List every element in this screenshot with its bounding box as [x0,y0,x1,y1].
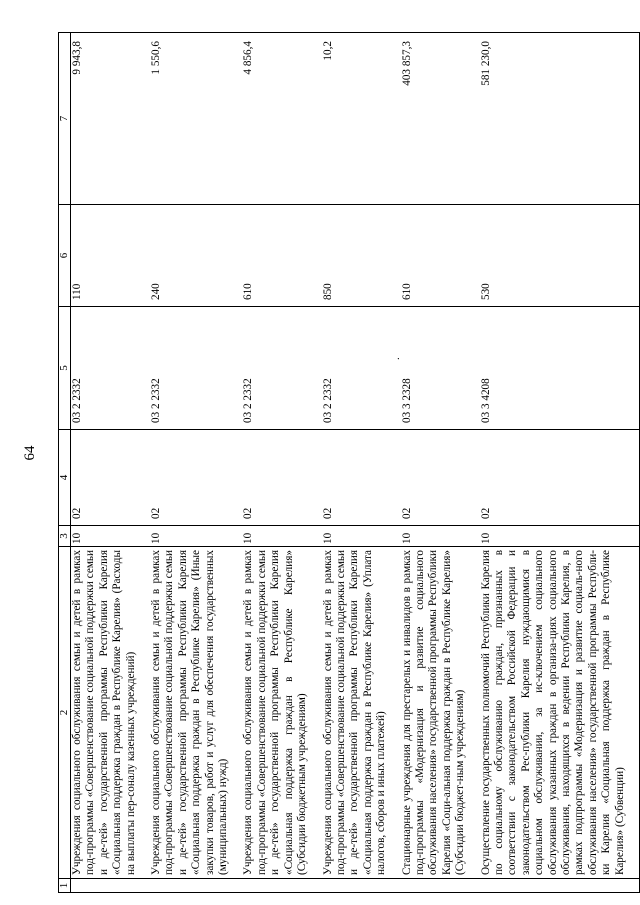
row-description: Учреждения социального обслуживания семьи и детей в рамках под-программы «Совершенствование социальной поддержки семьи и де-тей» государственной программы Республики Карелия «Социальная поддержка граждан в Республике Карелия» (Субсидии бюджетным учреждениям) [242,547,321,879]
budget-table [58,32,640,893]
subsection-code: 02 [480,430,640,526]
target-article-code: 03 2 2332 [322,307,401,430]
amount-value: 581 230,0 [480,33,640,205]
target-article-code: 03 2 2332 [71,307,151,430]
row-index-cell [401,879,480,893]
row-index-cell [150,879,242,893]
amount-value: 9 943,8 [71,33,151,205]
amount-value: 403 857,3 [401,33,480,205]
table-row [401,33,480,893]
row-description: Учреждения социального обслуживания семьи и детей в рамках под-программы «Совершенствование социальной поддержки семьи и де-тей» государственной программы Республики Карелия «Социальная поддержка граждан в Республике Карелия» (Иные закупки товаров, работ и услуг для обеспечения государственных (муниципальных) нужд) [150,547,242,879]
table-row [150,33,242,893]
table-row [322,33,401,893]
row-index-cell [242,879,321,893]
column-header: 3 [59,526,71,547]
row-description: Стационарные учреждения для престарелых и инвалидов в рамках под-программы «Модернизация и развитие социального обслуживания населения» государственной программы Республики Карелия «Соци-альная поддержка граждан в Республике Карелия» (Субсидии бюджет-ным учреждениям) [401,547,480,879]
expense-type-code: 610 [242,205,321,307]
column-header: 4 [59,430,71,526]
subsection-code: 02 [150,430,242,526]
row-description: Учреждения социального обслуживания семьи и детей в рамках под-программы «Совершенствование социальной поддержки семьи и де-тей» государственной программы Республики Карелия «Социальная поддержка граждан в Республике Карелия» (Уплата налогов, сборов и иных платежей) [322,547,401,879]
expense-type-code: 530 [480,205,640,307]
section-code: 10 [401,526,480,547]
subsection-code: 02 [242,430,321,526]
expense-type-code: 240 [150,205,242,307]
column-header: 1 [59,879,71,893]
amount-value: 10,2 [322,33,401,205]
table-row [480,33,640,893]
subsection-code: 02 [322,430,401,526]
column-header: 7 [59,33,71,205]
column-header: 5 [59,307,71,430]
expense-type-code: 110 [71,205,151,307]
column-header: 6 [59,205,71,307]
target-article-code: 03 2 2332 [150,307,242,430]
section-code: 10 [150,526,242,547]
amount-value: 1 550,6 [150,33,242,205]
page-number: 64 [22,445,38,461]
section-code: 10 [322,526,401,547]
table-row [71,33,151,893]
table-row [242,33,321,893]
row-index-cell [322,879,401,893]
subsection-code: 02 [401,430,480,526]
stray-dot-mark: . [390,357,402,360]
expense-type-code: 850 [322,205,401,307]
target-article-code: 03 3 4208 [480,307,640,430]
row-description: Осуществление государственных полномочий Республики Карелия по социальному обслуживанию граждан, признанных в соответствии с законодательством Российской Федерации и законодательством Рес-публики Карелия нуждающимися в социальном обслуживании, за ис-ключением социального обслуживания указанных граждан в организа-циях социального обслуживания, находящихся в ведении Республики Карелия, в рамках подпрограммы «Модернизация и развитие социаль-ного обслуживания населения» государственной программы Республи-ки Карелия «Социальная поддержка граждан в Республике Карелия» (Субвенции) [480,547,640,879]
section-code: 10 [480,526,640,547]
subsection-code: 02 [71,430,151,526]
table-header-row [59,33,71,893]
rotated-page [18,33,626,893]
row-index-cell [480,879,640,893]
row-index-cell [71,879,151,893]
section-code: 10 [242,526,321,547]
column-header: 2 [59,547,71,879]
amount-value: 4 856,4 [242,33,321,205]
section-code: 10 [71,526,151,547]
expense-type-code: 610 [401,205,480,307]
row-description: Учреждения социального обслуживания семьи и детей в рамках под-программы «Совершенствование социальной поддержки семьи и де-тей» государственной программы Республики Карелия «Социальная поддержка граждан в Республике Карелия» (Расходы на выплаты пер-соналу казенных учреждений) [71,547,151,879]
target-article-code: 03 2 2332 [242,307,321,430]
target-article-code: 03 3 2328 [401,307,480,430]
